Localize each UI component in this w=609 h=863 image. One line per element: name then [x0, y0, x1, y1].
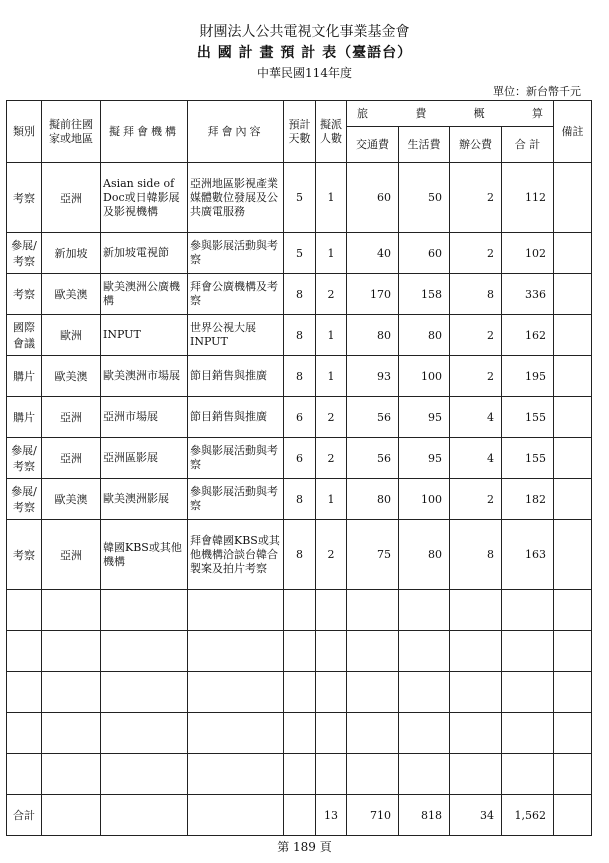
- cell-destination: 亞洲: [42, 520, 101, 590]
- cell-destination: 亞洲: [42, 438, 101, 479]
- table-row: [7, 163, 592, 233]
- cell-category: 考察: [7, 520, 42, 590]
- cell-living: 158: [399, 274, 450, 315]
- travel-group-char: 算: [531, 106, 543, 120]
- cell-days: 8: [284, 315, 316, 356]
- organization-title: 財團法人公共電視文化事業基金會: [199, 24, 410, 40]
- cell-transport: 56: [347, 397, 399, 438]
- col-category: 類別: [7, 101, 42, 163]
- cell-total: 162: [502, 315, 554, 356]
- cell-office: 4: [450, 397, 502, 438]
- cell-office: 8: [450, 274, 502, 315]
- cell-destination: 歐美澳: [42, 479, 101, 520]
- cell-content: 節目銷售與推廣: [188, 356, 284, 397]
- cell-remark: [554, 163, 592, 233]
- travel-budget-table: [6, 100, 592, 836]
- cell-category: 考察: [7, 163, 42, 233]
- cell-office: 2: [450, 233, 502, 274]
- cell-category: 參展/考察: [7, 438, 42, 479]
- table-row: [7, 397, 592, 438]
- empty-row: [7, 754, 592, 795]
- cell-institution: 亞洲市場展: [101, 397, 188, 438]
- cell-remark: [554, 520, 592, 590]
- cell-days: 8: [284, 479, 316, 520]
- cell-persons: 2: [316, 520, 347, 590]
- cell-transport: 80: [347, 479, 399, 520]
- col-office: 辦公費: [450, 127, 502, 163]
- cell-total: 102: [502, 233, 554, 274]
- table-row: [7, 274, 592, 315]
- cell-days: 8: [284, 520, 316, 590]
- cell-total: 155: [502, 438, 554, 479]
- cell-remark: [554, 438, 592, 479]
- table-row: [7, 233, 592, 274]
- cell-content: 參與影展活動與考察: [188, 438, 284, 479]
- cell-transport: 60: [347, 163, 399, 233]
- cell-living: 60: [399, 233, 450, 274]
- cell-total: 195: [502, 356, 554, 397]
- col-total: 合 計: [502, 127, 554, 163]
- cell-institution: Asian side of Doc或日韓影展及影視機構: [101, 163, 188, 233]
- cell-persons: 2: [316, 397, 347, 438]
- cell-office: 2: [450, 479, 502, 520]
- currency-unit: 單位：新台幣千元: [493, 85, 581, 98]
- cell-remark: [554, 356, 592, 397]
- cell-institution: INPUT: [101, 315, 188, 356]
- table-row: [7, 438, 592, 479]
- cell-living: 100: [399, 356, 450, 397]
- cell-content: 節目銷售與推廣: [188, 397, 284, 438]
- cell-destination: 亞洲: [42, 163, 101, 233]
- empty-row: [7, 672, 592, 713]
- cell-destination: 亞洲: [42, 397, 101, 438]
- totals-living: 818: [399, 795, 450, 836]
- travel-group-char: 概: [473, 106, 485, 120]
- travel-group-char: 旅: [357, 106, 368, 120]
- cell-content: 參與影展活動與考察: [188, 479, 284, 520]
- col-transport: 交通費: [347, 127, 399, 163]
- page-number: 第 189 頁: [277, 840, 332, 854]
- cell-remark: [554, 315, 592, 356]
- cell-remark: [554, 233, 592, 274]
- col-content: 拜會內容: [188, 101, 284, 163]
- cell-office: 2: [450, 356, 502, 397]
- plan-title: 出 國 計 畫 預 計 表（臺語台）: [196, 45, 413, 61]
- cell-living: 100: [399, 479, 450, 520]
- cell-total: 182: [502, 479, 554, 520]
- cell-persons: 1: [316, 233, 347, 274]
- cell-institution: 亞洲區影展: [101, 438, 188, 479]
- fiscal-year: 中華民國114年度: [257, 66, 352, 80]
- col-living: 生活費: [399, 127, 450, 163]
- cell-days: 6: [284, 397, 316, 438]
- cell-living: 50: [399, 163, 450, 233]
- cell-remark: [554, 479, 592, 520]
- cell-category: 考察: [7, 274, 42, 315]
- totals-transport: 710: [347, 795, 399, 836]
- cell-total: 336: [502, 274, 554, 315]
- cell-destination: 歐美澳: [42, 356, 101, 397]
- empty-row: [7, 590, 592, 631]
- empty-row: [7, 631, 592, 672]
- table-row: [7, 520, 592, 590]
- cell-content: 亞洲地區影視產業媒體數位發展及公共廣電服務: [188, 163, 284, 233]
- cell-transport: 40: [347, 233, 399, 274]
- cell-content: 拜會公廣機構及考察: [188, 274, 284, 315]
- col-remark: 備註: [554, 101, 592, 163]
- cell-content: 世界公視大展INPUT: [188, 315, 284, 356]
- cell-institution: 歐美澳洲影展: [101, 479, 188, 520]
- cell-living: 95: [399, 438, 450, 479]
- cell-destination: 歐洲: [42, 315, 101, 356]
- cell-transport: 56: [347, 438, 399, 479]
- cell-transport: 170: [347, 274, 399, 315]
- totals-office: 34: [450, 795, 502, 836]
- travel-group-char: 費: [415, 106, 427, 120]
- cell-persons: 2: [316, 438, 347, 479]
- totals-total: 1,562: [502, 795, 554, 836]
- cell-living: 80: [399, 315, 450, 356]
- cell-category: 參展/考察: [7, 233, 42, 274]
- cell-living: 95: [399, 397, 450, 438]
- cell-destination: 新加坡: [42, 233, 101, 274]
- cell-category: 參展/考察: [7, 479, 42, 520]
- cell-total: 163: [502, 520, 554, 590]
- totals-row: [7, 795, 592, 836]
- cell-days: 5: [284, 233, 316, 274]
- cell-office: 2: [450, 163, 502, 233]
- cell-living: 80: [399, 520, 450, 590]
- cell-destination: 歐美澳: [42, 274, 101, 315]
- cell-persons: 1: [316, 315, 347, 356]
- cell-content: 參與影展活動與考察: [188, 233, 284, 274]
- cell-transport: 80: [347, 315, 399, 356]
- cell-transport: 75: [347, 520, 399, 590]
- cell-institution: 歐美澳洲市場展: [101, 356, 188, 397]
- table-row: [7, 315, 592, 356]
- col-persons: 擬派人數: [316, 101, 347, 163]
- cell-days: 6: [284, 438, 316, 479]
- cell-persons: 1: [316, 163, 347, 233]
- cell-days: 8: [284, 274, 316, 315]
- cell-content: 拜會韓國KBS或其他機構洽談台韓合製案及拍片考察: [188, 520, 284, 590]
- cell-category: 購片: [7, 356, 42, 397]
- table-row: [7, 479, 592, 520]
- cell-institution: 韓國KBS或其他機構: [101, 520, 188, 590]
- col-travel-expense-group: [347, 101, 554, 127]
- cell-remark: [554, 397, 592, 438]
- cell-remark: [554, 274, 592, 315]
- cell-category: 國際會議: [7, 315, 42, 356]
- cell-total: 155: [502, 397, 554, 438]
- totals-persons: 13: [316, 795, 347, 836]
- col-destination: 擬前往國家或地區: [42, 101, 101, 163]
- totals-label: 合計: [7, 795, 42, 836]
- cell-days: 8: [284, 356, 316, 397]
- cell-persons: 2: [316, 274, 347, 315]
- cell-persons: 1: [316, 479, 347, 520]
- cell-days: 5: [284, 163, 316, 233]
- col-days: 預計天數: [284, 101, 316, 163]
- table-row: [7, 356, 592, 397]
- cell-persons: 1: [316, 356, 347, 397]
- cell-office: 8: [450, 520, 502, 590]
- cell-institution: 新加坡電視節: [101, 233, 188, 274]
- cell-office: 4: [450, 438, 502, 479]
- empty-row: [7, 713, 592, 754]
- col-institution: 擬拜會機構: [101, 101, 188, 163]
- cell-category: 購片: [7, 397, 42, 438]
- cell-transport: 93: [347, 356, 399, 397]
- cell-institution: 歐美澳洲公廣機構: [101, 274, 188, 315]
- cell-office: 2: [450, 315, 502, 356]
- cell-total: 112: [502, 163, 554, 233]
